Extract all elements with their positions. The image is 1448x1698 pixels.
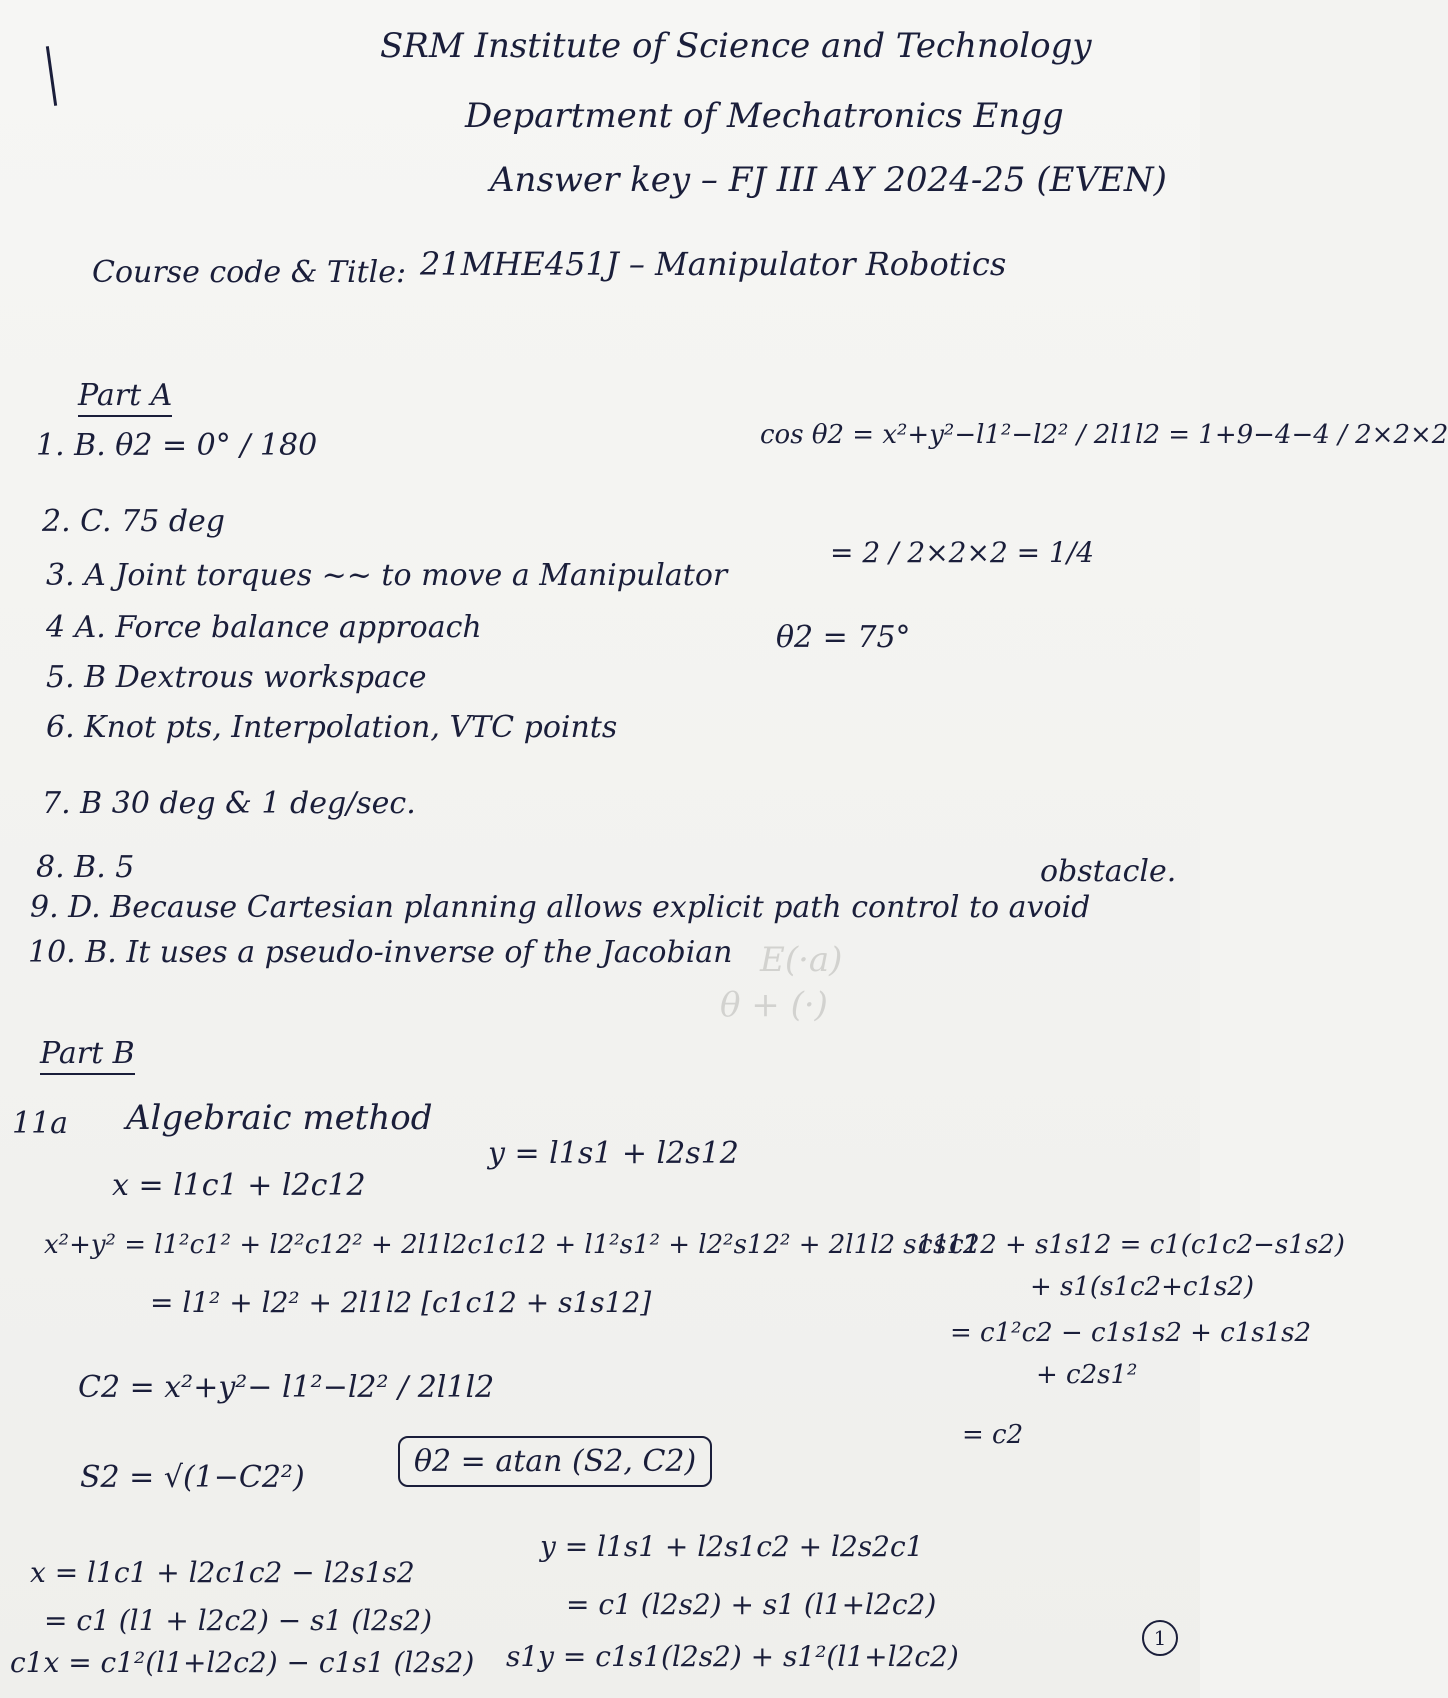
- side-derivation-2: + s1(s1c2+c1s2): [1030, 1272, 1254, 1302]
- answer-3: 3. A Joint torques ~~ to move a Manipulator: [46, 558, 728, 593]
- y-expansion-1: y = l1s1 + l2s1c2 + l2s2c1: [540, 1530, 924, 1563]
- answer-2: 2. C. 75 deg: [42, 504, 225, 539]
- department-title: Department of Mechatronics Engg: [465, 96, 1064, 136]
- answer-9: 9. D. Because Cartesian planning allows explicit path control to avoid: [30, 890, 1091, 925]
- c2-equation: C2 = x²+y²− l1²−l2² / 2l1l2: [78, 1370, 495, 1405]
- method-title: Algebraic method: [126, 1098, 433, 1138]
- part-b-heading: Part B: [40, 1036, 135, 1075]
- y-expansion-2: = c1 (l2s2) + s1 (l1+l2c2): [566, 1588, 937, 1621]
- cos-theta2-calc: cos θ2 = x²+y²−l1²−l2² / 2l1l2 = 1+9−4−4 / 2×2×2: [760, 420, 1448, 450]
- y-expansion-3: s1y = c1s1(l2s2) + s1²(l1+l2c2): [506, 1640, 959, 1673]
- answer-6: 6. Knot pts, Interpolation, VTC points: [46, 710, 618, 745]
- institute-title: SRM Institute of Science and Technology: [380, 26, 1092, 66]
- answer-8: 8. B. 5: [36, 850, 135, 885]
- x-expansion-3: c1x = c1²(l1+l2c2) − c1s1 (l2s2): [10, 1646, 475, 1679]
- answer-5: 5. B Dextrous workspace: [46, 660, 427, 695]
- side-derivation-3: = c1²c2 − c1s1s2 + c1s1s2: [950, 1318, 1312, 1348]
- x-equation: x = l1c1 + l2c12: [112, 1168, 366, 1203]
- part-a-heading: Part A: [78, 378, 172, 417]
- x-expansion-2: = c1 (l1 + l2c2) − s1 (l2s2): [44, 1604, 433, 1637]
- squared-sum-eq: x²+y² = l1²c1² + l2²c12² + 2l1l2c1c12 + l1²s1² + l2²s12² + 2l1l2 s1s12: [44, 1230, 980, 1260]
- answer-key-title: Answer key – FJ III AY 2024-25 (EVEN): [490, 160, 1167, 200]
- page-number: 1: [1142, 1620, 1178, 1656]
- answer-7: 7. B 30 deg & 1 deg/sec.: [42, 786, 416, 821]
- squared-sum-simplified: = l1² + l2² + 2l1l2 [c1c12 + s1s12]: [150, 1286, 652, 1319]
- answer-4: 4 A. Force balance approach: [46, 610, 482, 645]
- y-equation: y = l1s1 + l2s12: [488, 1136, 739, 1171]
- side-derivation-1: c1c12 + s1s12 = c1(c1c2−s1s2): [918, 1230, 1345, 1260]
- quarter-calc: = 2 / 2×2×2 = 1/4: [830, 536, 1095, 569]
- question-11a-label: 11a: [12, 1106, 69, 1141]
- answer-1: 1. B. θ2 = 0° / 180: [36, 428, 318, 463]
- show-through-mark: θ + (·): [720, 985, 828, 1025]
- course-value: 21MHE451J – Manipulator Robotics: [420, 245, 1007, 283]
- answer-9-continued: obstacle.: [1040, 854, 1177, 889]
- answer-10: 10. B. It uses a pseudo-inverse of the Jacobian: [28, 935, 733, 970]
- s2-equation: S2 = √(1−C2²): [80, 1460, 305, 1495]
- side-derivation-5: = c2: [962, 1420, 1024, 1450]
- theta2-boxed-result: θ2 = atan (S2, C2): [398, 1436, 712, 1487]
- x-expansion-1: x = l1c1 + l2c1c2 − l2s1s2: [30, 1556, 415, 1589]
- theta2-result: θ2 = 75°: [776, 620, 911, 655]
- side-derivation-4: + c2s1²: [1036, 1360, 1138, 1390]
- pen-stroke: [46, 46, 57, 106]
- show-through-mark: E(·a): [760, 940, 843, 980]
- course-label: Course code & Title:: [92, 255, 407, 290]
